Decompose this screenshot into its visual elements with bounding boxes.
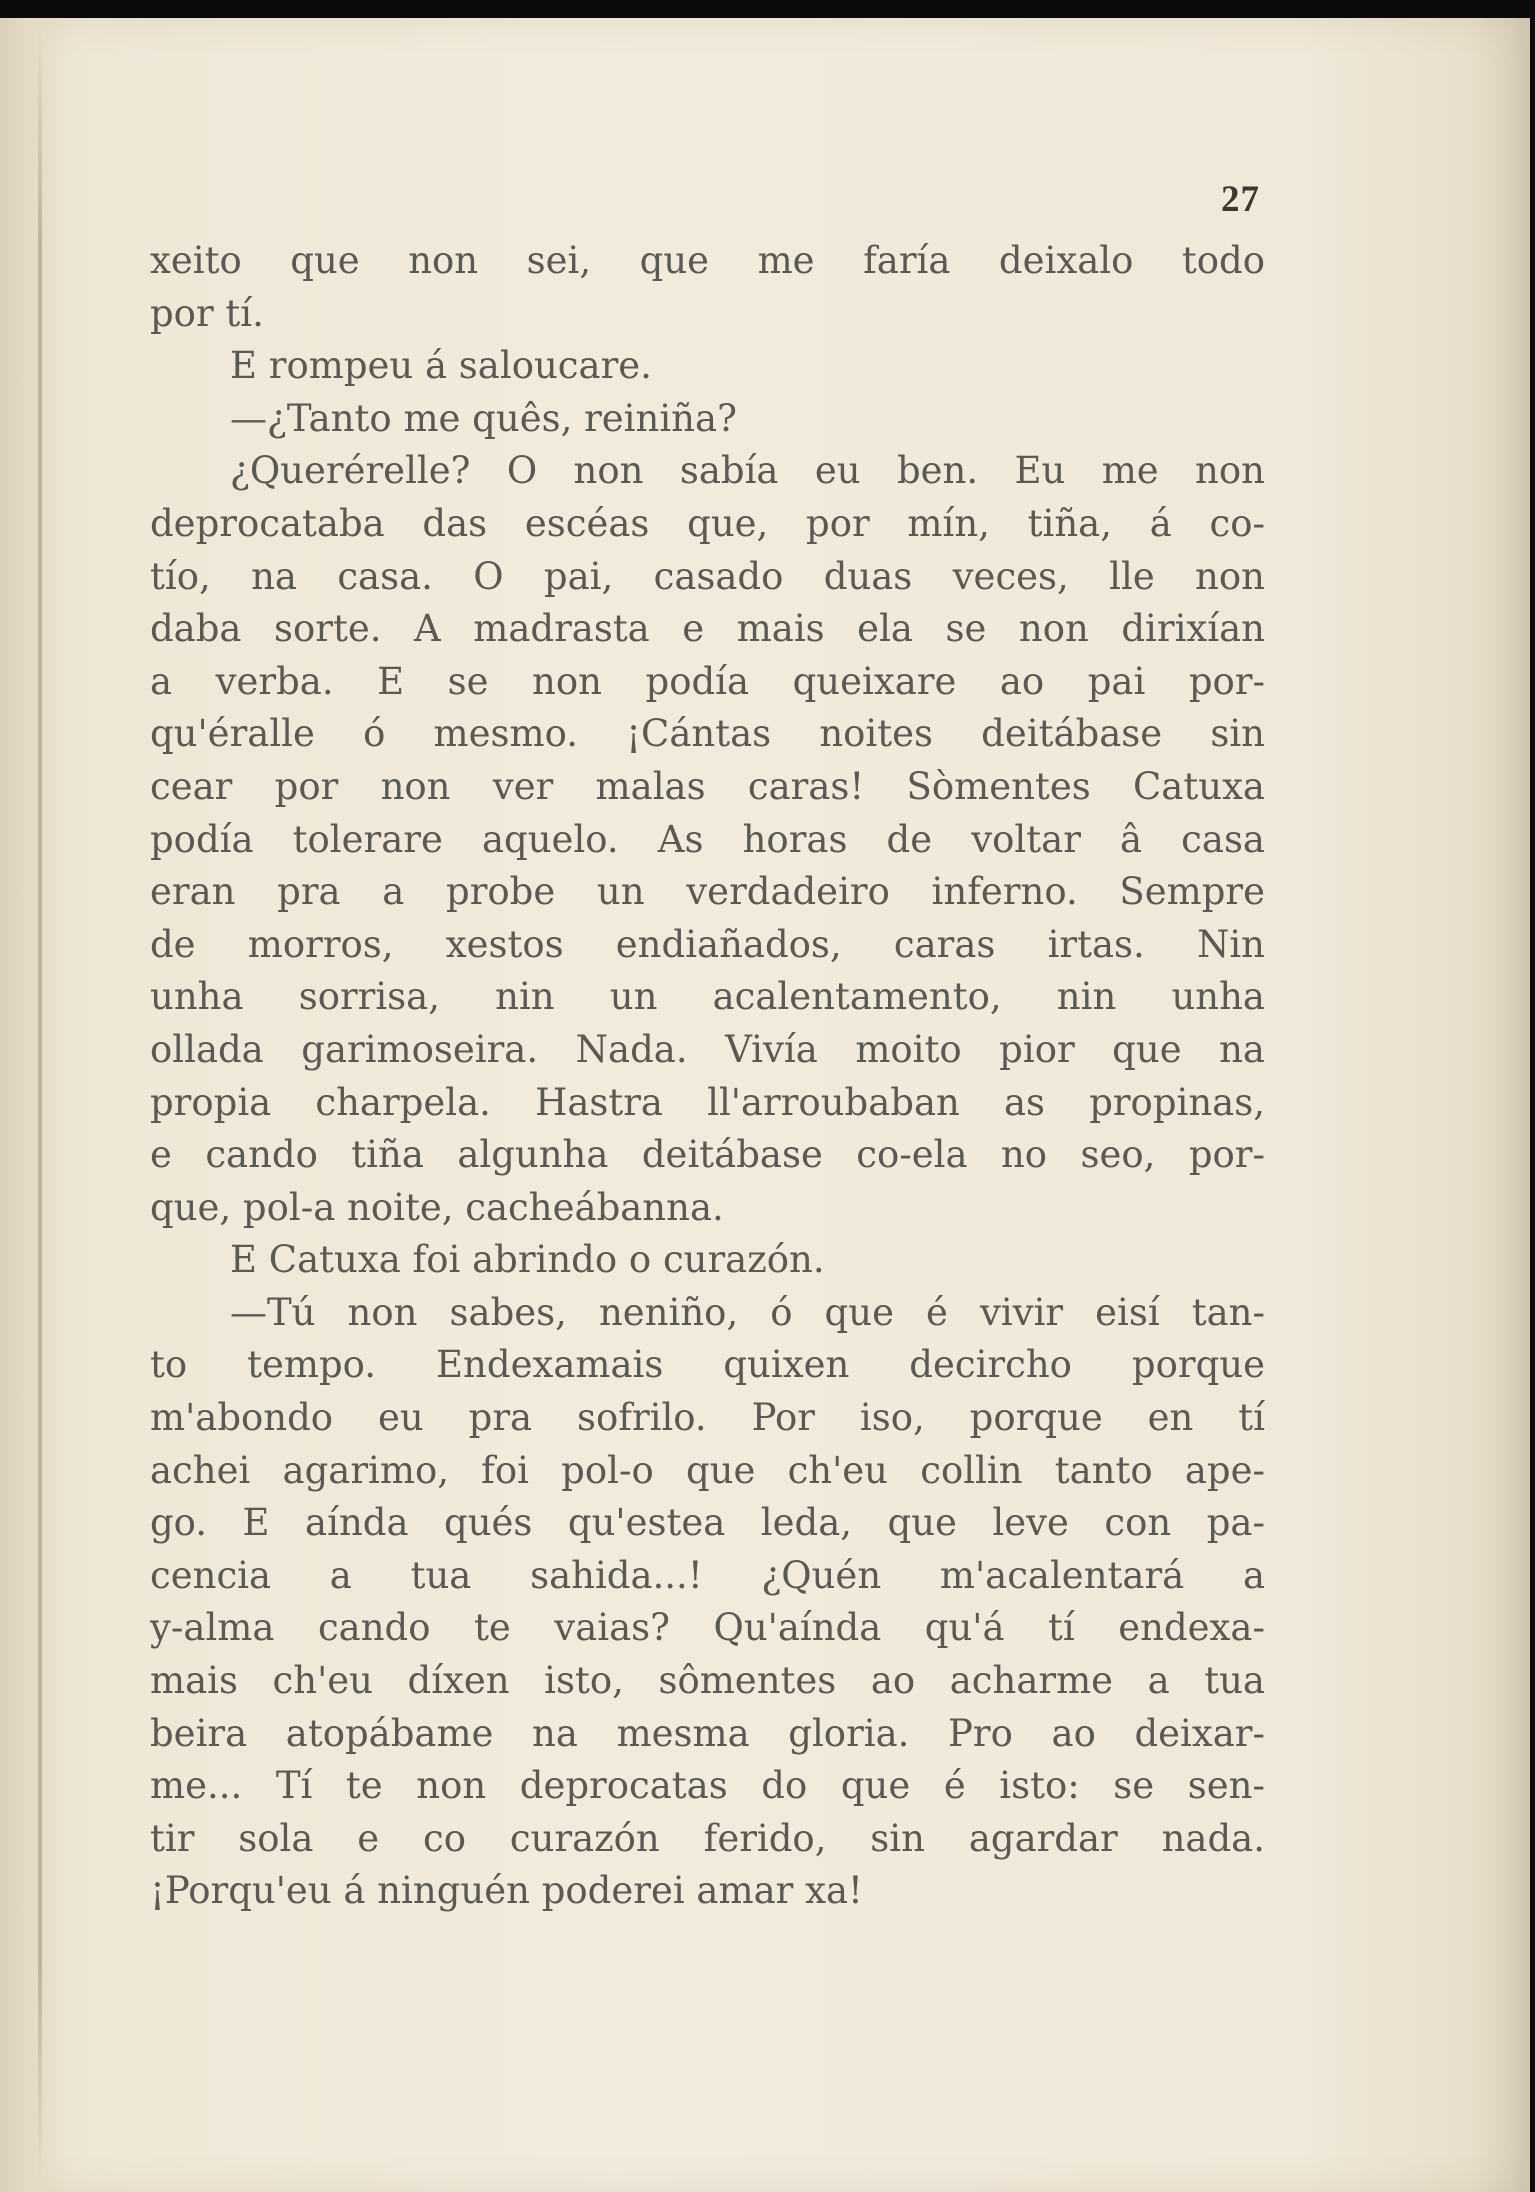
text-line: me... Tí te non deprocatas do que é isto: se sen- [150,1764,1265,1808]
page-edge-shadow [1512,18,1530,2192]
text-line: E rompeu á saloucare. [230,344,652,388]
text-line: unha sorrisa, nin un acalentamento, nin unha [150,975,1265,1019]
text-line: e cando tiña algunha deitábase co-ela no seo, por- [150,1133,1265,1177]
text-line: m'abondo eu pra sofrilo. Por iso, porque en tí [150,1396,1265,1440]
text-line: beira atopábame na mesma gloria. Pro ao deixar- [150,1711,1265,1755]
text-line: ollada garimoseira. Nada. Vivía moito pior que na [150,1027,1265,1071]
page-number: 27 [1221,179,1260,220]
text-line: y-alma cando te vaias? Qu'aínda qu'á tí endexa- [150,1606,1265,1650]
text-line: cear por non ver malas caras! Sòmentes Catuxa [150,764,1265,808]
text-line: de morros, xestos endiañados, caras irtas. Nin [150,922,1265,966]
text-line: achei agarimo, foi pol-o que ch'eu collin tanto ape- [150,1448,1265,1492]
text-line: ¡Porqu'eu á ninguén poderei amar xa! [150,1869,863,1913]
text-line: mais ch'eu díxen isto, sômentes ao acharme a tua [150,1659,1265,1703]
text-line: podía tolerare aquelo. As horas de voltar â casa [150,817,1265,861]
text-line: por tí. [150,291,264,335]
text-line: tío, na casa. O pai, casado duas veces, lle non [150,554,1265,598]
text-line: E Catuxa foi abrindo o curazón. [230,1238,825,1282]
body-text [150,235,1265,1918]
text-line: propia charpela. Hastra ll'arroubaban as propinas, [150,1080,1265,1124]
text-line: tir sola e co curazón ferido, sin agardar nada. [150,1816,1265,1860]
text-line: go. E aínda qués qu'estea leda, que leve con pa- [150,1501,1265,1545]
text-line: deprocataba das escéas que, por mín, tiña, á co- [150,501,1265,545]
text-line: ¿Querérelle? O non sabía eu ben. Eu me non [230,449,1265,493]
text-line: to tempo. Endexamais quixen decircho porque [150,1343,1265,1387]
text-line: cencia a tua sahida...! ¿Quén m'acalentará a [150,1553,1265,1597]
text-line: xeito que non sei, que me faría deixalo todo [150,239,1265,282]
text-line: —¿Tanto me quês, reiniña? [230,396,737,440]
text-line: —Tú non sabes, neniño, ó que é vivir eisí tan- [230,1290,1265,1334]
binding-crease [38,30,42,2180]
text-line: qu'éralle ó mesmo. ¡Cántas noites deitábase sin [150,712,1265,756]
page-gutter [0,18,70,2192]
text-line: a verba. E se non podía queixare ao pai por- [150,659,1265,703]
text-line: eran pra a probe un verdadeiro inferno. Sempre [150,870,1265,914]
text-line: daba sorte. A madrasta e mais ela se non dirixían [150,607,1265,651]
text-line: que, pol-a noite, cacheábanna. [150,1185,724,1229]
